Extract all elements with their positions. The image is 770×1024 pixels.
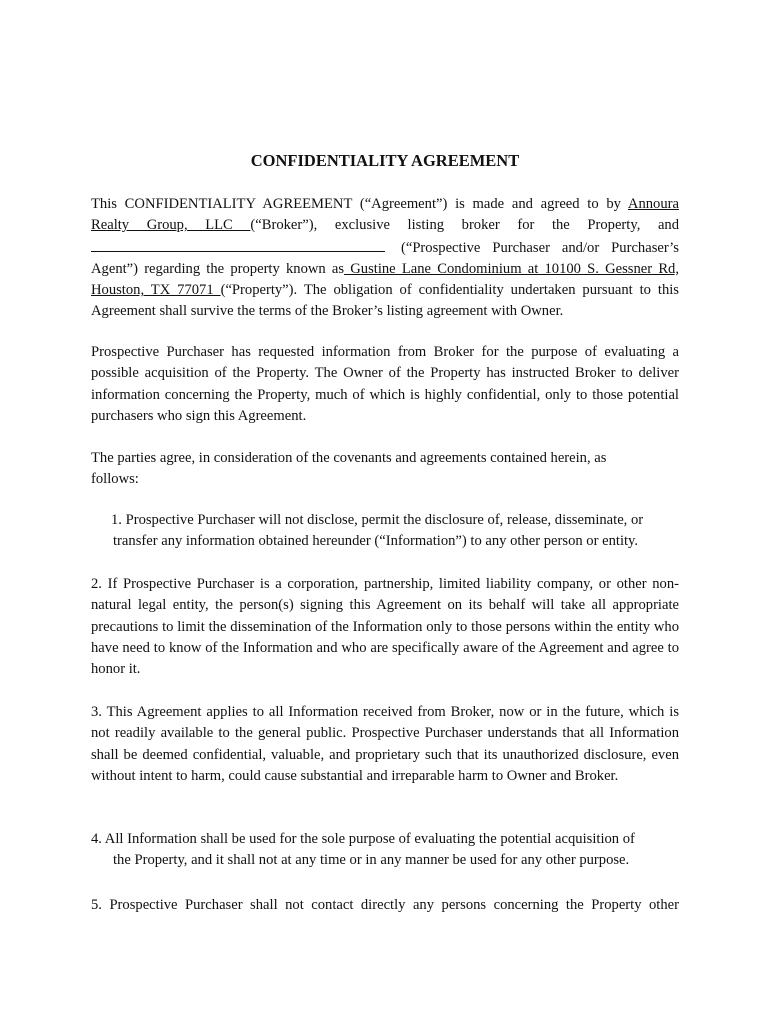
agreement-line-1: The parties agree, in consideration of the covenants and agreements contained herein, as bbox=[91, 450, 607, 466]
agreement-line-2: follows: bbox=[91, 471, 139, 488]
clause-1 bbox=[91, 510, 679, 553]
clause-4-line-1: 4. All Information shall be used for the sole purpose of evaluating the potential acquisition of bbox=[91, 831, 635, 847]
document-title: CONFIDENTIALITY AGREEMENT bbox=[250, 151, 520, 170]
clause-2: 2. If Prospective Purchaser is a corporation, partnership, limited liability company, or other non-natural legal entity, the person(s) signing this Agreement on its behalf will take all appropriate precautions to limit the dissemination of the Information only to those persons within the entity who have need to know of the Information and who are specifically aware of the Agreement and agree to honor it. bbox=[91, 576, 679, 678]
clause-4 bbox=[91, 829, 679, 872]
clause-1-line-1: 1. Prospective Purchaser will not disclose, permit the disclosure of, release, disseminate, or bbox=[111, 512, 644, 528]
clause-3: 3. This Agreement applies to all Information received from Broker, now or in the future, which is not readily available to the general public. Prospective Purchaser understands that all Information shall be deemed confidential, valuable, and proprietary such that its unauthorized disclosure, even without intent to harm, could cause substantial and irreparable harm to Owner and Broker. bbox=[91, 704, 679, 784]
clause-5-text: 5. Prospective Purchaser shall not contact directly any persons concerning the Property other bbox=[91, 897, 679, 913]
clause-4-line-2: the Property, and it shall not at any time or in any manner be used for any other purpose. bbox=[113, 852, 630, 869]
purchaser-name-blank[interactable] bbox=[91, 237, 385, 252]
clause-1-line-2: transfer any information obtained hereunder (“Information”) to any other person or entity. bbox=[113, 533, 639, 550]
intro-text-4: (“Property”). The obligation of confidentiality undertaken pursuant to this Agreement shall survive the terms of the Broker’s listing agreement with Owner. bbox=[91, 282, 679, 320]
broker-name: Annoura Realty Group, LLC bbox=[91, 196, 679, 234]
intro-text-3: (“Prospective Purchaser and/or Purchaser’s Agent”) regarding the property known as bbox=[91, 239, 679, 277]
agreement-paragraph bbox=[91, 448, 679, 491]
intro-paragraph bbox=[91, 194, 679, 323]
intro-text-2: (“Broker”), exclusive listing broker for the Property, and bbox=[250, 217, 680, 234]
clause-5 bbox=[91, 895, 679, 916]
property-address: Gustine Lane Condominium at 10100 S. Gessner Rd, Houston, TX 77071 bbox=[91, 260, 679, 299]
intro-text-1: This CONFIDENTIALITY AGREEMENT (“Agreement”) is made and agreed to by bbox=[91, 196, 628, 212]
purpose-paragraph: Prospective Purchaser has requested information from Broker for the purpose of evaluating a possible acquisition of the Property. The Owner of the Property has instructed Broker to deliver information concerning the Property, much of which is highly confidential, only to those potential purchasers who sign this Agreement. bbox=[91, 344, 679, 424]
